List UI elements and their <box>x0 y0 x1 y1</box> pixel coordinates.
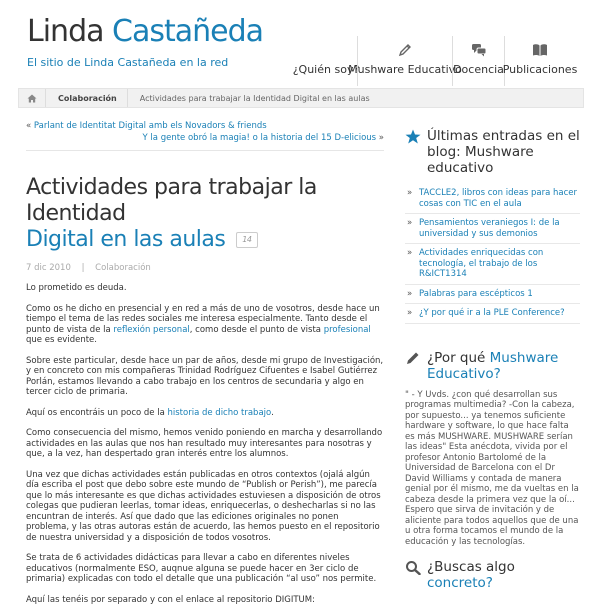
nav-label[interactable]: Mushware Educativo <box>348 63 462 76</box>
main-nav <box>292 36 578 86</box>
recent-posts-heading <box>405 128 580 176</box>
paragraph: Aquí las tenéis por separado y con el enlace al repositorio DIGITUM: <box>26 594 315 605</box>
heading-text: Últimas entradas en el blog: Mushware educativo <box>427 128 580 176</box>
breadcrumb-current: Actividades para trabajar la Identidad Digital en las aulas <box>139 93 370 103</box>
divider <box>26 150 384 151</box>
list-item[interactable] <box>405 214 580 244</box>
prev-post-link[interactable] <box>26 120 384 132</box>
heading-highlight: Mushware Educativo? <box>427 349 559 382</box>
prev-post-title[interactable]: Parlant de Identitat Digital amb els Novadors & friends <box>33 121 267 131</box>
nav-item-mushware[interactable] <box>348 36 462 86</box>
prev-arrow: « <box>26 121 32 131</box>
text: . <box>271 407 274 418</box>
list-item[interactable] <box>405 184 580 214</box>
breadcrumb-category[interactable]: Colaboración <box>46 89 128 107</box>
book-icon <box>532 43 548 57</box>
nav-label[interactable]: ¿Quién soy? <box>292 63 360 76</box>
post-navigation <box>26 120 384 144</box>
magnifier-icon <box>405 560 421 575</box>
why-mushware-heading <box>405 350 580 382</box>
next-post-link[interactable] <box>26 132 384 144</box>
paragraph: Lo prometido es deuda. <box>26 283 127 293</box>
site-header <box>0 0 600 86</box>
recent-post-link[interactable]: Palabras para escépticos 1 <box>419 288 533 299</box>
home-icon[interactable] <box>27 94 37 103</box>
nav-label[interactable]: Publicaciones <box>502 63 578 76</box>
text: que es evidente. <box>26 335 97 345</box>
heading-text: ¿Por qué <box>427 349 490 366</box>
list-item[interactable] <box>405 304 580 324</box>
next-post-title[interactable]: Y la gente obró la magia! o la historia del 15 D-elicious <box>142 133 377 143</box>
meta-separator: | <box>81 263 85 273</box>
reflexion-personal-link[interactable]: reflexión personal <box>113 324 190 335</box>
star-icon <box>405 129 421 144</box>
next-arrow: » <box>378 133 384 143</box>
nav-item-publicaciones[interactable] <box>502 36 578 86</box>
post-title-part1: Actividades para trabajar la Identidad <box>26 175 317 226</box>
post-title-part2: Digital en las aulas <box>26 227 226 252</box>
sidebar <box>405 128 580 591</box>
post-title <box>26 175 384 253</box>
nav-item-docencia[interactable] <box>452 36 504 86</box>
site-tagline: El sitio de Linda Castañeda en la red <box>27 56 229 69</box>
post-category-link[interactable]: Colaboración <box>95 263 151 273</box>
chat-bubbles-icon <box>471 43 487 57</box>
pen-icon <box>405 351 421 366</box>
why-mushware-text: " - Y Uvds. ¿con qué desarrollan sus programas multimedia? -Con la cabeza, por supuesto... ya tenemos suficiente hardware y software, lo que hace falta es más MUSHWARE. MUSHWARE serían las ideas" Esta anécdota, vivida por el profesor Antonio Bartolomé de la Universidad de Barcelona con el Dr David Williams y contada de manera genial por él mismo, me da vueltas en la cabeza desde la primera vez que la oí... Espero que sirva de invitación y de aliciente para todos aquellos que de una u otra forma tocamos el mundo de la educación y las tecnologías. <box>405 389 579 547</box>
site-title-first[interactable]: Linda <box>27 14 104 49</box>
search-section <box>405 559 580 591</box>
nav-label[interactable]: Docencia <box>453 63 504 76</box>
recent-post-link[interactable]: TACCLE2, libros con ideas para hacer cosas con TIC en el aula <box>419 188 578 209</box>
list-item[interactable] <box>405 244 580 285</box>
nav-item-quien-soy[interactable] <box>292 36 360 86</box>
list-item[interactable] <box>405 285 580 305</box>
paragraph: Una vez que dichas actividades están publicadas en otros contextos (ojalá algún día escriba el post que debo sobre este mundo de “Publish or Perish”), me parecía que lo más interesante es que dichas actividades estuviesen a disposición de otros colegas que pudieran leerlas, tomar ideas, enriquecerlas, o deshecharlas si no las encuntran de interés. Así que dado que las ediciones originales no ponen problema, y las otras autoras están de acuerdo, las hemos puesto en el repositorio de nuestra universidad y a disposición de todos vosotros. <box>26 469 381 543</box>
breadcrumb-home[interactable] <box>19 89 46 107</box>
paragraph: Como consecuencia del mismo, hemos venido poniendo en marcha y desarrollando actividades en las aulas que nos han resultado muy interesantes para nosotras y que, a la vez, han despertado gran interés entre los alumnos. <box>26 428 383 459</box>
main-content <box>26 120 384 615</box>
heading-highlight: concreto? <box>427 575 493 591</box>
pen-icon <box>398 43 412 57</box>
recent-posts-list <box>405 184 580 324</box>
site-title[interactable] <box>27 14 263 49</box>
text: , como desde el punto de vista <box>189 324 324 335</box>
search-heading <box>405 559 580 591</box>
why-mushware-section <box>405 350 580 548</box>
recent-post-link[interactable]: Actividades enriquecidas con tecnología, el trabajo de los R&ICT1314 <box>419 248 544 279</box>
historia-link[interactable]: historia de dicho trabajo <box>167 407 272 418</box>
text: Aquí os encontráis un poco de la <box>26 407 168 418</box>
profesional-link[interactable]: profesional <box>323 324 371 335</box>
post-body <box>26 283 384 605</box>
paragraph <box>26 304 384 346</box>
breadcrumb <box>18 88 584 108</box>
post-meta <box>26 263 384 273</box>
paragraph: Sobre este particular, desde hace un par de años, desde mi grupo de Investigación, y en concreto con mis compañeras Trinidad Rodríguez Cifuentes e Isabel Gutiérrez Porlán, estamos llevando a cabo trabajo en los centros de secundaria y algo en tercer ciclo de primaria. <box>26 355 384 397</box>
site-title-last[interactable]: Castañeda <box>112 14 264 49</box>
recent-post-link[interactable]: Pensamientos veraniegos I: de la universidad y sus demonios <box>419 218 560 239</box>
heading-text: ¿Buscas algo <box>427 559 515 575</box>
paragraph: Se trata de 6 actividades didácticas para llevar a cabo en diferentes niveles educativos (normalmente ESO, auqnue alguna se puede hacer en 3er ciclo de primaria) explicadas con todo el detalle que una publicación “al uso” nos permite. <box>26 553 377 584</box>
paragraph <box>26 408 384 419</box>
post-date: 7 dic 2010 <box>26 263 71 273</box>
text: Como os he dicho en presencial y en red a más de uno de vosotros, desde hace un tiempo el tema de las redes sociales me interesa especialmente. Tanto desde el punto de vista de la <box>26 303 380 335</box>
recent-post-link[interactable]: ¿Y por qué ir a la PLE Conference? <box>419 308 565 318</box>
comments-count-badge[interactable]: 14 <box>236 232 258 248</box>
